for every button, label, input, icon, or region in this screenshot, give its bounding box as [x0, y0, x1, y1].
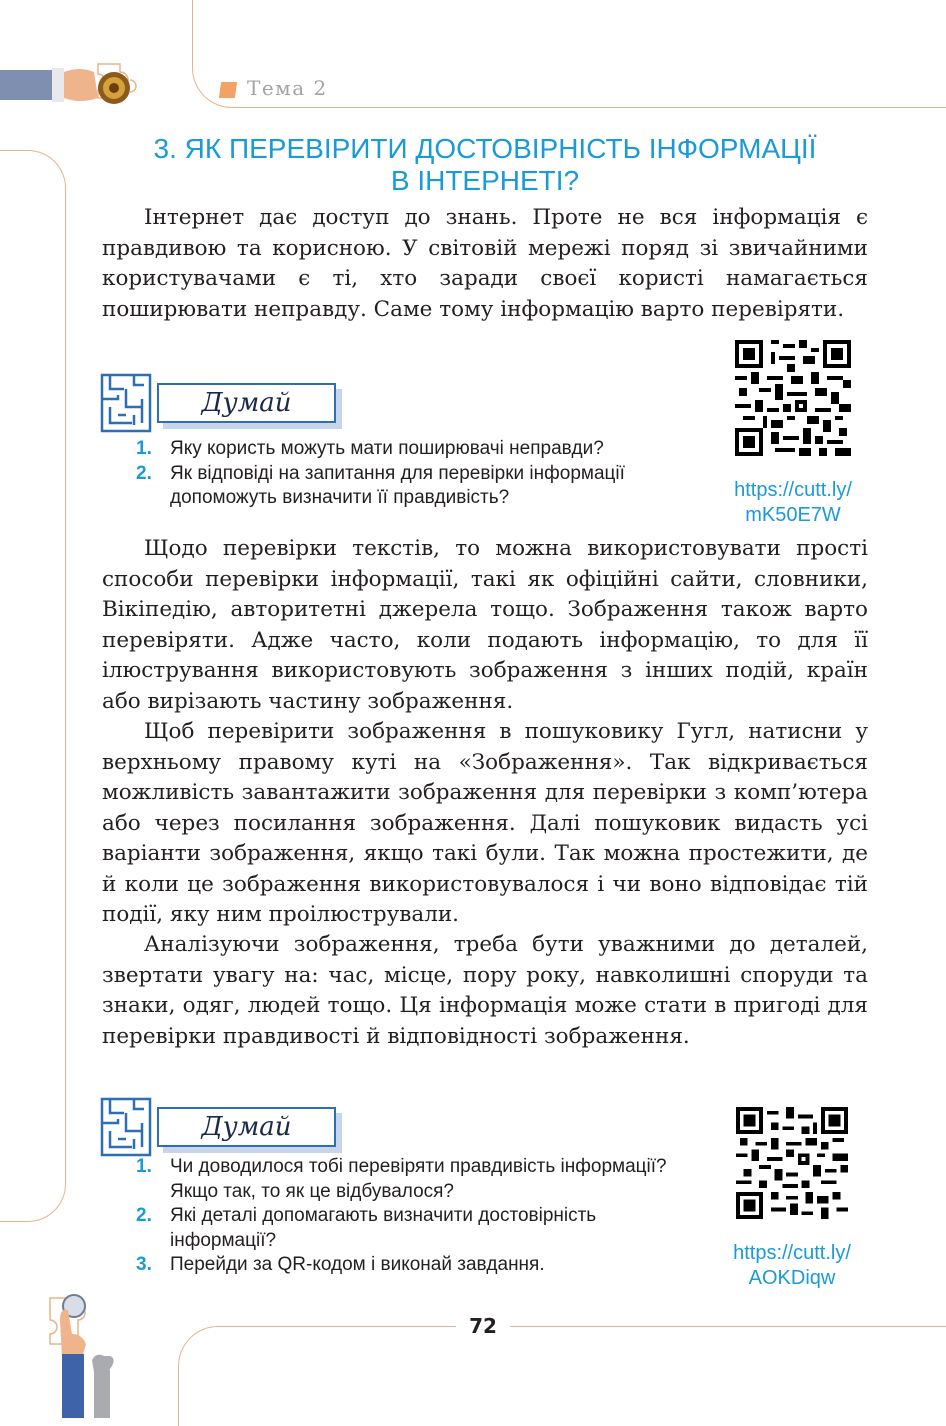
- hand-puzzle-illustration: [0, 58, 160, 120]
- think-label: Думай: [201, 1112, 292, 1142]
- hand-puzzle-bottom-illustration: [30, 1290, 130, 1418]
- qr-link-2-line2: AOKDiqw: [748, 1267, 836, 1289]
- qr-link-2-line1: https://cutt.ly/: [733, 1242, 851, 1264]
- page-number: 72: [469, 1314, 497, 1338]
- think-questions-2: [136, 1155, 681, 1278]
- topic-marker-icon: [219, 82, 237, 98]
- question-number: 2.: [136, 462, 152, 484]
- think-label: Думай: [201, 388, 292, 418]
- maze-icon: [100, 1097, 152, 1157]
- think-block-1: [100, 373, 345, 433]
- qr-link-1-line2: mK50E7W: [745, 504, 841, 526]
- qr-link-1[interactable]: [708, 478, 878, 528]
- intro-paragraph: Інтернет дає доступ до знань. Проте не вся інформація є правдивою та корисною. У світовій мережі поряд зі звичайними користувачами є ті, хто заради своєї користі намагається поширювати неправду. Саме тому інформацію варто перевіряти.: [102, 205, 868, 322]
- frame-bottom-line: [178, 1326, 946, 1426]
- paragraph-image-search: Щоб перевірити зображення в пошуковику Гугл, натисни у верхньому правому куті на «Зображення». Так відкривається можливість завантажити зображення для перевірки з комп’ютера або через посилання зображення. Далі пошуковик видасть усі варіанти зображення, якщо такі були. Так можна простежити, де й коли це зображення використовувалося і чи воно відповідає тій події, яку ним проілюстрували.: [102, 719, 868, 927]
- page-title: [100, 133, 870, 197]
- think-label-box: [157, 383, 336, 423]
- list-item: [136, 1155, 681, 1204]
- question-text: Які деталі допомагають визначити достовірність інформації?: [170, 1205, 597, 1251]
- question-text: Яку користь можуть мати поширювачі неправди?: [170, 438, 604, 459]
- qr-link-2[interactable]: [707, 1241, 877, 1291]
- question-text: Чи доводилося тобі перевіряти правдивість інформації? Якщо так, то як це відбувалося?: [170, 1156, 667, 1202]
- question-number: 1.: [136, 1156, 152, 1177]
- question-text: Як відповіді на запитання для перевірки інформації допоможуть визначити її правдивість?: [170, 462, 625, 508]
- maze-icon: [100, 373, 152, 433]
- think-block-2: [100, 1097, 345, 1157]
- page-title-line1: 3. ЯК ПЕРЕВІРИТИ ДОСТОВІРНІСТЬ ІНФОРМАЦІЇ: [153, 133, 817, 164]
- paragraph-text-verification: Щодо перевірки текстів, то можна використовувати прості способи перевірки інформації, такі як офіційні сайти, словники, Вікіпедію, авторитетні джерела тощо. Зображення також варто перевіряти. Адже часто, коли подають інформацію, то для її ілюстрування використовують зображення з інших подій, країн або вирізають частину зображення.: [102, 536, 868, 714]
- think-questions-1: [136, 437, 696, 511]
- qr-link-1-line1: https://cutt.ly/: [734, 479, 852, 501]
- list-item: [136, 1253, 681, 1278]
- list-item: [136, 462, 696, 511]
- qr-code-2: [736, 1107, 848, 1219]
- qr-code-1: [735, 340, 851, 456]
- list-item: [136, 437, 696, 462]
- question-number: 2.: [136, 1205, 152, 1226]
- paragraph-image-analysis: Аналізуючи зображення, треба бути уважними до деталей, звертати увагу на: час, місце, пору року, навколишні споруди та знаки, одяг, людей тощо. Ця інформація може стати в пригоді для перевірки правдивості й відповідності зображення.: [102, 932, 868, 1049]
- think-label-box: [157, 1107, 336, 1147]
- frame-left-line: [0, 150, 66, 1222]
- question-text: Перейди за QR-кодом і виконай завдання.: [170, 1254, 545, 1275]
- question-number: 1.: [136, 438, 152, 459]
- list-item: [136, 1204, 681, 1253]
- page-title-line2: В ІНТЕРНЕТІ?: [390, 165, 580, 196]
- topic-label: Тема 2: [247, 76, 328, 100]
- question-number: 3.: [136, 1254, 152, 1275]
